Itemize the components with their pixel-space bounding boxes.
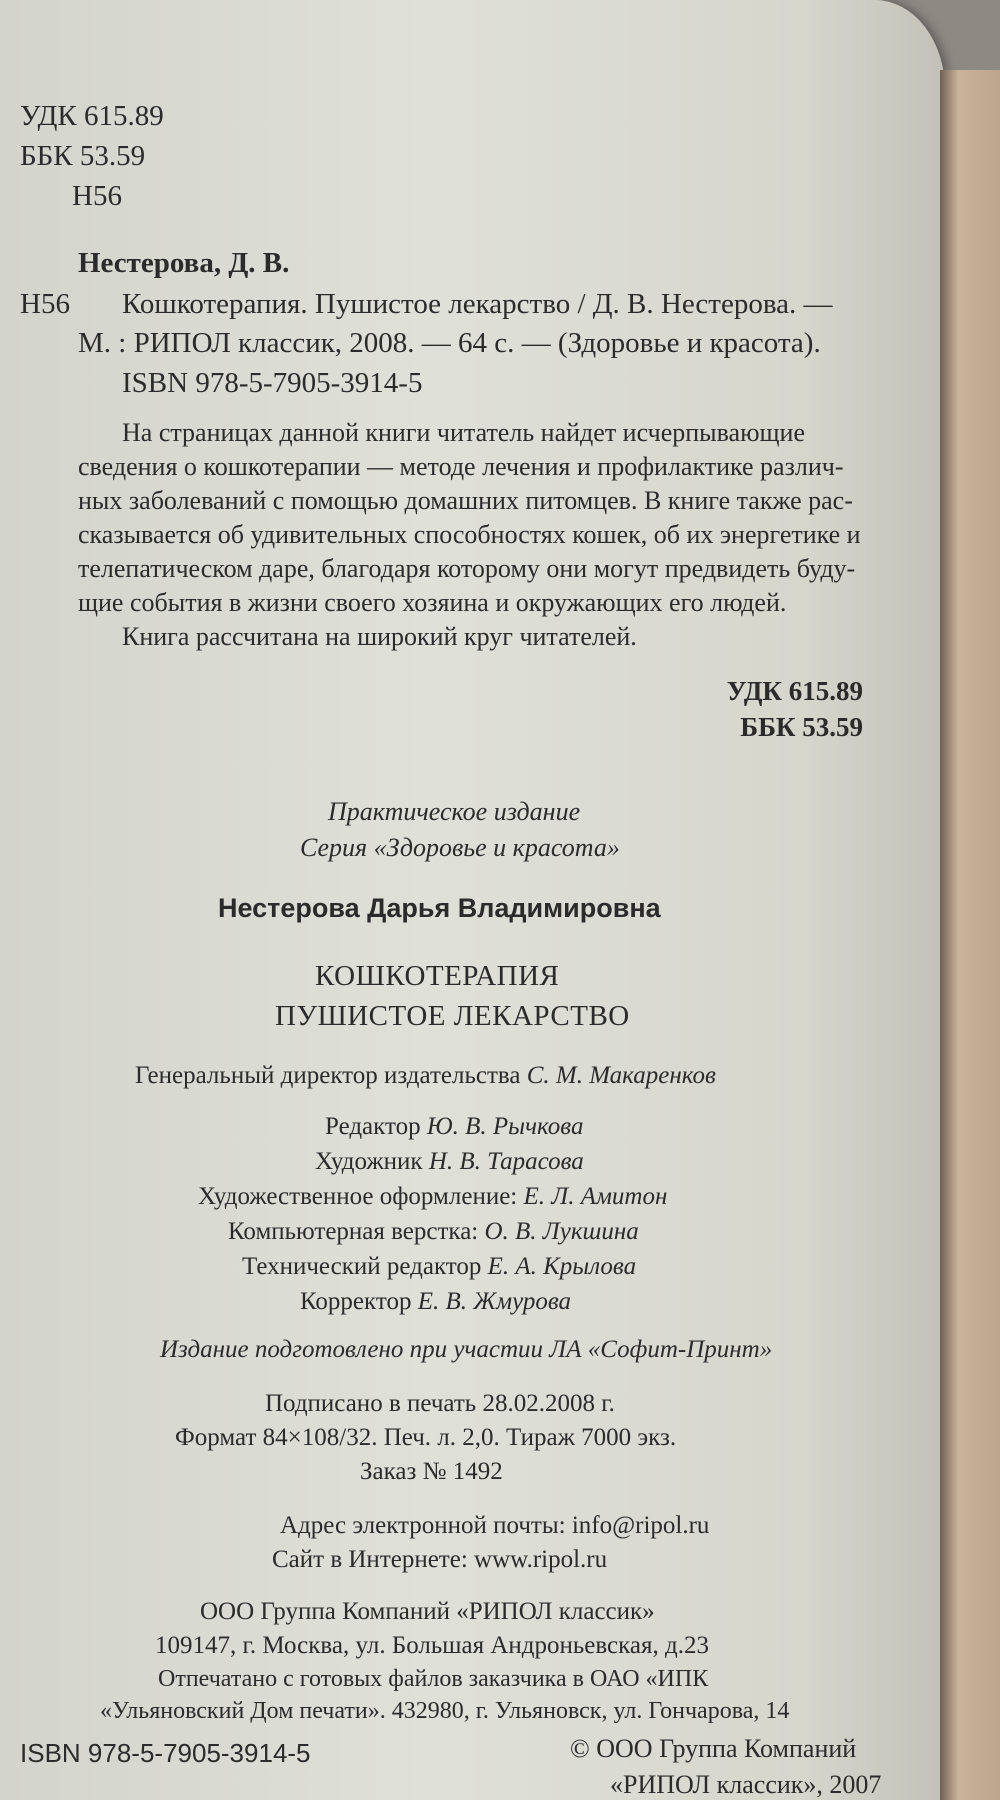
print-order: Заказ № 1492	[360, 1458, 503, 1485]
annotation-line: На страницах данной книги читатель найдет исчерпывающие	[122, 418, 805, 447]
credit-artist	[315, 1148, 584, 1176]
credit-design	[198, 1183, 667, 1211]
printed-note-1: Отпечатано с готовых файлов заказчика в ОАО «ИПК	[158, 1666, 709, 1692]
annotation-line: сведения о кошкотерапии — методе лечения и профилактике различ-	[78, 452, 844, 481]
contact-email: Адрес электронной почты: info@ripol.ru	[280, 1512, 710, 1539]
credit-editor	[325, 1113, 583, 1141]
footer-isbn: ISBN 978-5-7905-3914-5	[20, 1738, 311, 1768]
next-page-edge	[940, 70, 1000, 1800]
credit-label: Технический редактор	[242, 1253, 482, 1280]
catalog-sign: Н56	[20, 288, 70, 320]
udk-right: УДК 615.89	[726, 676, 863, 706]
edition-series: Серия «Здоровье и красота»	[300, 833, 620, 862]
annotation-line: ных заболеваний с помощью домашних питомцев. В книге также рас-	[78, 486, 853, 515]
credit-name: Е. А. Крылова	[487, 1253, 637, 1280]
credit-name: Е. Л. Амитон	[523, 1183, 668, 1210]
catalog-title-line-2: М. : РИПОЛ классик, 2008. — 64 с. — (Здоровье и красота).	[78, 327, 821, 359]
credit-label: Художественное оформление:	[198, 1183, 518, 1210]
credit-layout	[228, 1218, 639, 1246]
publisher-address: 109147, г. Москва, ул. Большая Андроньевская, д.23	[155, 1632, 709, 1659]
credit-director	[135, 1062, 716, 1090]
bbk-right: ББК 53.59	[740, 712, 863, 742]
author-full-name: Нестерова Дарья Владимировна	[218, 893, 661, 923]
credit-label: Компьютерная верстка:	[228, 1218, 479, 1245]
annotation-line: телепатическом даре, благодаря которому они могут предвидеть буду-	[78, 554, 856, 583]
credit-label: Редактор	[325, 1113, 421, 1140]
catalog-title-line-1: Кошкотерапия. Пушистое лекарство / Д. В. Нестерова. —	[122, 288, 833, 320]
print-format: Формат 84×108/32. Печ. л. 2,0. Тираж 7000 экз.	[175, 1424, 677, 1451]
footer-copyright-2: «РИПОЛ классик», 2007	[610, 1770, 882, 1799]
credit-label: Корректор	[300, 1288, 412, 1315]
annotation-line: щие события в жизни своего хозяина и окружающих его людей.	[78, 588, 787, 617]
credit-name: Ю. В. Рычкова	[426, 1113, 584, 1140]
credit-director-label: Генеральный директор издательства	[135, 1062, 521, 1089]
udk-header: УДК 615.89	[20, 100, 164, 132]
annotation-line: Книга рассчитана на широкий круг читателей.	[122, 622, 637, 651]
footer-copyright-1: © ООО Группа Компаний	[570, 1734, 857, 1763]
credit-name: Н. В. Тарасова	[428, 1148, 584, 1175]
prepared-note: Издание подготовлено при участии ЛА «Софит-Принт»	[160, 1336, 773, 1363]
publisher-name: ООО Группа Компаний «РИПОЛ классик»	[200, 1598, 655, 1625]
book-title-1: КОШКОТЕРАПИЯ	[315, 960, 560, 992]
catalog-author-heading: Нестерова, Д. В.	[78, 247, 290, 279]
credit-director-name: С. М. Макаренков	[526, 1062, 716, 1089]
print-signed: Подписано в печать 28.02.2008 г.	[265, 1390, 615, 1417]
credit-label: Художник	[315, 1148, 423, 1175]
credit-name: О. В. Лукшина	[484, 1218, 639, 1245]
printed-note-2: «Ульяновский Дом печати». 432980, г. Ульяновск, ул. Гончарова, 14	[100, 1698, 790, 1724]
contact-site: Сайт в Интернете: www.ripol.ru	[272, 1546, 608, 1573]
edition-type: Практическое издание	[328, 797, 581, 826]
annotation-line: сказывается об удивительных способностях кошек, об их энергетике и	[78, 520, 861, 549]
catalog-isbn: ISBN 978-5-7905-3914-5	[122, 367, 423, 399]
credit-tech-editor	[242, 1253, 636, 1281]
credit-name: Е. В. Жмурова	[417, 1288, 572, 1315]
bbk-header: ББК 53.59	[20, 140, 146, 172]
author-sign-header: Н56	[72, 180, 122, 212]
book-title-2: ПУШИСТОЕ ЛЕКАРСТВО	[275, 1000, 630, 1032]
credit-proofreader	[300, 1288, 571, 1316]
